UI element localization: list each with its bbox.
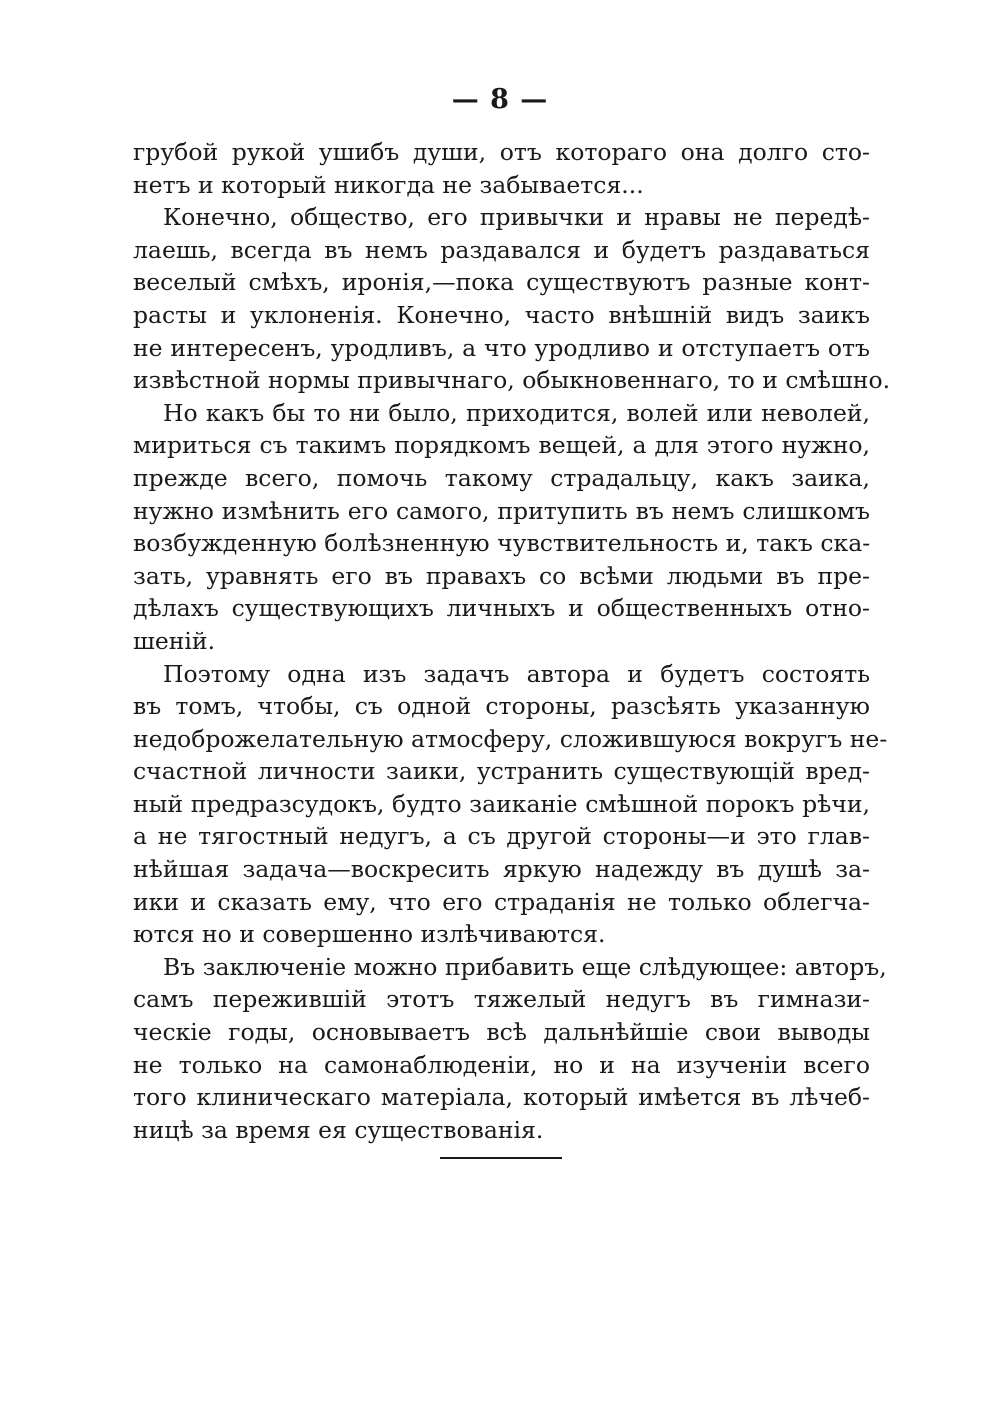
text-line: того клиническаго матеріала, который имѣется въ лѣчеб- (133, 1083, 870, 1112)
text-line: ный предразсудокъ, будто заиканіе смѣшной порокъ рѣчи, (133, 789, 870, 818)
text-line: нетъ и который никогда не забывается... (133, 170, 644, 199)
text-line: дѣлахъ существующихъ личныхъ и общественныхъ отно- (133, 594, 870, 623)
text-line: извѣстной нормы привычнаго, обыкновеннаго, то и смѣшно. (133, 366, 891, 395)
text-line: зать, уравнять его въ правахъ со всѣми людьми въ пре- (133, 561, 870, 590)
text-line: мириться съ такимъ порядкомъ вещей, а для этого нужно, (133, 431, 870, 460)
page-number: — 8 — (451, 84, 549, 115)
text-line: ики и сказать ему, что его страданія не только облегча- (133, 887, 870, 916)
text-line: веселый смѣхъ, иронія,—пока существуютъ разные конт- (133, 268, 870, 297)
text-line: самъ переживш‍ій этотъ тяжелый недугъ въ гимнази- (133, 985, 870, 1014)
text-line: Но какъ бы то ни было, приходится, волей или неволей, (163, 398, 870, 427)
text-line: лаешь, всегда въ немъ раздавался и будетъ раздаваться (133, 235, 870, 264)
text-line: возбужденную болѣзненную чувствительность и, такъ ска- (133, 529, 871, 558)
text-line: недоброжелательную атмосферу, сложившуюся вокругъ не- (133, 724, 888, 753)
text-line: ческіе годы, основываетъ всѣ дальнѣйшіе свои выводы (133, 1018, 870, 1047)
text-line: не только на самонаблюденіи, но и на изученіи всего (133, 1050, 870, 1079)
text-line: грубой рукой ушибъ души, отъ котораго она долго сто- (133, 138, 870, 166)
body-text (133, 136, 891, 1146)
text-line: Конечно, общество, его привычки и нравы не передѣ- (163, 203, 870, 232)
text-line: Въ заключеніе можно прибавить еще слѣдующее: авторъ, (163, 952, 887, 981)
text-line: въ томъ, чтобы, съ одной стороны, разсѣять указанную (133, 692, 870, 721)
text-line: расты и уклоненія. Конечно, часто внѣшній видъ заикъ (133, 300, 870, 329)
text-line: Поэтому одна изъ задачъ автора и будетъ состоять (163, 659, 870, 688)
text-line: ницѣ за время ея существованія. (133, 1115, 544, 1144)
text-line: нѣйшая задача—воскресить яркую надежду въ душѣ за- (133, 855, 870, 884)
text-line: прежде всего, помочь такому страдальцу, какъ заика, (133, 463, 870, 492)
text-line: не интересенъ, уродливъ, а что уродливо и отступаетъ отъ (133, 333, 870, 362)
text-line: шеній. (133, 626, 216, 655)
section-end-rule (440, 1157, 562, 1159)
text-line: а не тягостный недугъ, а съ другой стороны—и это глав- (133, 822, 870, 851)
text-line: нужно измѣнить его самого, притупить въ немъ слишкомъ (133, 496, 870, 525)
text-line: счастной личности заики, устранить существующій вред- (133, 757, 870, 786)
text-line: ются но и совершенно излѣчиваются. (133, 920, 606, 949)
